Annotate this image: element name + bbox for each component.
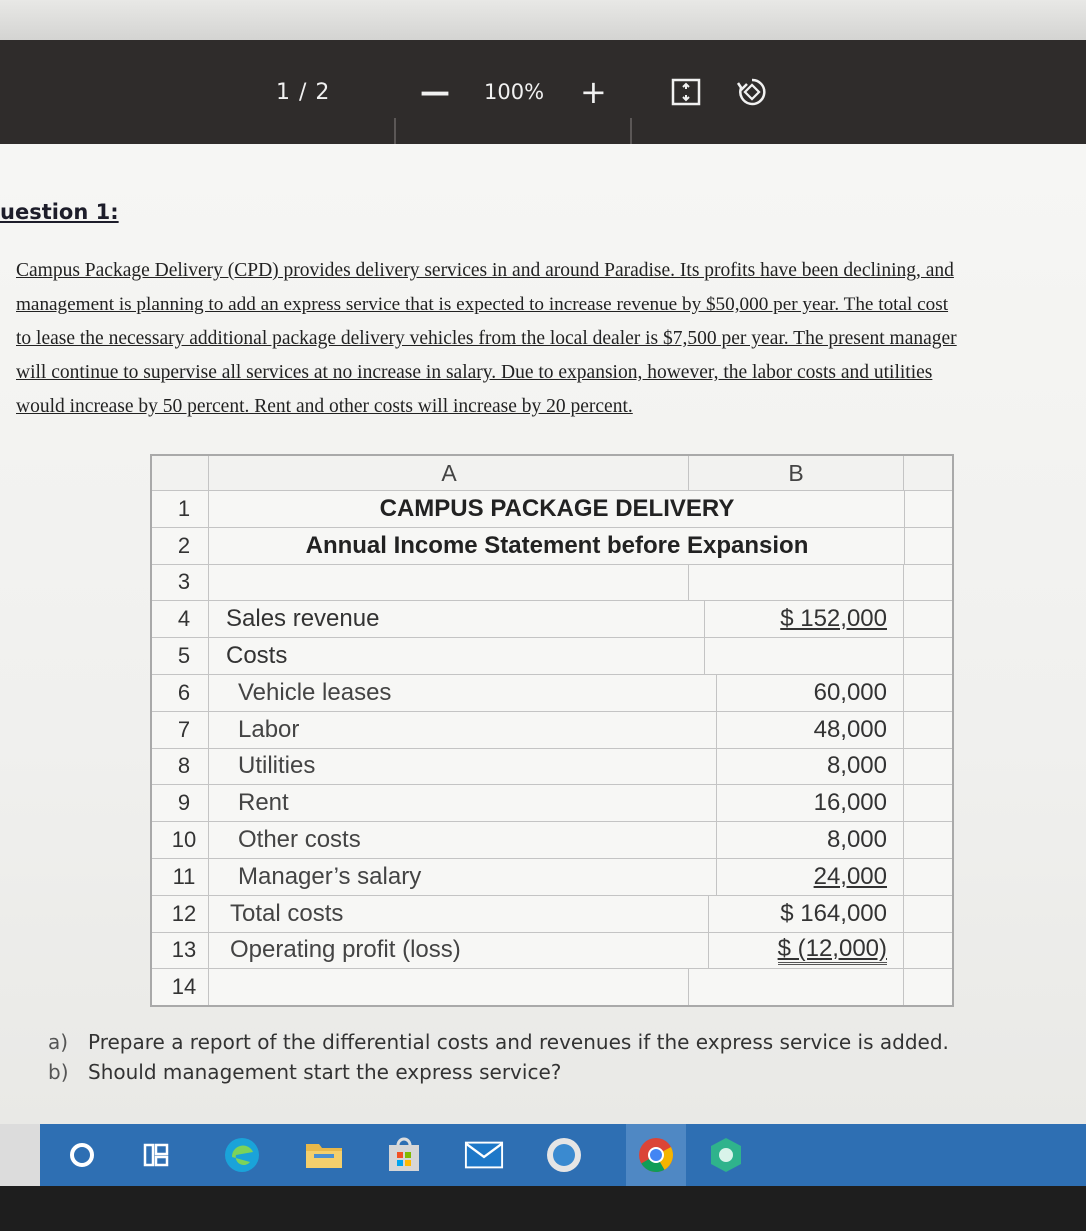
- row-value: [689, 638, 904, 674]
- row-label: [210, 565, 689, 601]
- table-row: [152, 896, 952, 933]
- corner-cell: [160, 456, 209, 490]
- mail-button[interactable]: [464, 1135, 504, 1175]
- row-label: Total costs: [210, 896, 709, 932]
- table-row: [152, 491, 952, 528]
- paragraph-line: will continue to supervise all services at no increase in salary. Due to expansion, however, the labor costs and utilities: [16, 362, 933, 383]
- row-number: 7: [160, 712, 209, 748]
- folder-icon: [304, 1138, 344, 1172]
- column-header-b: B: [689, 456, 904, 490]
- chrome-icon: [636, 1135, 676, 1175]
- task-view-icon: [141, 1140, 171, 1170]
- row-label: Rent: [210, 785, 717, 821]
- screen-bezel-bottom: [0, 1186, 1086, 1231]
- column-header-row: [152, 456, 952, 491]
- hexagon-app-icon: [706, 1135, 746, 1175]
- row-value: 8,000: [689, 822, 904, 858]
- circle-app-icon: [544, 1135, 584, 1175]
- row-label: Manager’s salary: [210, 859, 717, 895]
- row-label: Other costs: [210, 822, 717, 858]
- paragraph-line: would increase by 50 percent. Rent and other costs will increase by 20 percent.: [16, 396, 633, 417]
- table-row: [152, 969, 952, 1005]
- row-label: Labor: [210, 712, 717, 748]
- task-text: Should management start the express service?: [88, 1060, 562, 1084]
- task-item: [48, 1060, 949, 1090]
- paragraph-line: Campus Package Delivery (CPD) provides delivery services in and around Paradise. Its profits have been declining, and: [16, 260, 954, 281]
- row-label: Vehicle leases: [210, 675, 717, 711]
- fit-page-icon: [670, 76, 702, 108]
- row-number: 2: [160, 528, 209, 564]
- question-title: uestion 1:: [0, 200, 119, 224]
- row-number: 14: [160, 969, 209, 1005]
- table-row: [152, 933, 952, 970]
- row-value: 60,000: [689, 675, 904, 711]
- row-number: 10: [160, 822, 209, 858]
- table-row: [152, 638, 952, 675]
- paragraph-line: management is planning to add an express service that is expected to increase revenue by $50,000 per year. The total cost: [16, 294, 949, 315]
- row-value: [689, 859, 904, 895]
- row-value: [689, 601, 904, 637]
- task-list: [48, 1030, 949, 1090]
- app-hexagon-button[interactable]: [706, 1135, 746, 1175]
- row-number: 9: [160, 785, 209, 821]
- row-label: Operating profit (loss): [210, 933, 709, 969]
- table-row: [152, 565, 952, 602]
- task-text: Prepare a report of the differential costs and revenues if the express service is added.: [88, 1030, 949, 1054]
- row-value: 16,000: [689, 785, 904, 821]
- rotate-icon: [734, 74, 770, 110]
- table-row: [152, 712, 952, 749]
- table-row: [152, 528, 952, 565]
- zoom-out-button[interactable]: —: [420, 74, 450, 110]
- chrome-button[interactable]: [626, 1124, 686, 1186]
- statement-subtitle: Annual Income Statement before Expansion: [210, 528, 905, 564]
- table-row: [152, 785, 952, 822]
- row-number: 1: [160, 491, 209, 527]
- row-number: 4: [160, 601, 209, 637]
- edge-browser-button[interactable]: [222, 1135, 262, 1175]
- row-number: 13: [160, 933, 209, 969]
- row-number: 5: [160, 638, 209, 674]
- zoom-in-button[interactable]: +: [580, 73, 607, 111]
- task-label: a): [48, 1030, 69, 1054]
- row-label: Sales revenue: [210, 601, 705, 637]
- screen-bezel-top: [0, 0, 1086, 40]
- edge-icon: [222, 1135, 262, 1175]
- row-value: $ 164,000: [689, 896, 904, 932]
- row-number: 6: [160, 675, 209, 711]
- row-value: 8,000: [689, 749, 904, 785]
- row-number: 8: [160, 749, 209, 785]
- mail-icon: [464, 1139, 504, 1171]
- page-indicator[interactable]: 1 / 2: [276, 79, 331, 105]
- task-view-button[interactable]: [136, 1135, 176, 1175]
- income-statement-spreadsheet: [150, 454, 954, 1007]
- managers-salary-value: 24,000: [813, 862, 887, 890]
- row-number: 12: [160, 896, 209, 932]
- row-value: [689, 565, 904, 601]
- task-item: [48, 1030, 949, 1060]
- file-explorer-button[interactable]: [304, 1135, 344, 1175]
- pdf-page: [0, 144, 1086, 1124]
- row-value: [689, 933, 904, 969]
- app-button[interactable]: [544, 1135, 584, 1175]
- table-row: [152, 749, 952, 786]
- windows-taskbar: [40, 1124, 1086, 1186]
- pdf-toolbar: [0, 40, 1086, 144]
- table-row: [152, 675, 952, 712]
- question-paragraph: [16, 258, 1086, 428]
- search-button[interactable]: [62, 1135, 102, 1175]
- operating-profit-value: $ (12,000): [778, 936, 887, 965]
- row-value: 48,000: [689, 712, 904, 748]
- row-label: Costs: [210, 638, 705, 674]
- task-label: b): [48, 1060, 69, 1084]
- paragraph-line: to lease the necessary additional package delivery vehicles from the local dealer is $7,500 per year. The present manager: [16, 328, 957, 349]
- statement-title: CAMPUS PACKAGE DELIVERY: [210, 491, 905, 527]
- search-circle-icon: [67, 1140, 97, 1170]
- row-number: 3: [160, 565, 209, 601]
- table-row: [152, 822, 952, 859]
- table-row: [152, 859, 952, 896]
- column-header-a: A: [210, 456, 689, 490]
- rotate-button[interactable]: [734, 40, 770, 144]
- zoom-level[interactable]: 100%: [484, 80, 545, 104]
- store-bag-icon: [384, 1135, 424, 1175]
- row-label: [210, 969, 689, 1005]
- row-number: 11: [160, 859, 209, 895]
- sales-revenue-value: $ 152,000: [780, 605, 887, 633]
- table-row: [152, 601, 952, 638]
- row-value: [689, 969, 904, 1005]
- fit-page-button[interactable]: [670, 40, 702, 144]
- store-button[interactable]: [384, 1135, 424, 1175]
- row-label: Utilities: [210, 749, 717, 785]
